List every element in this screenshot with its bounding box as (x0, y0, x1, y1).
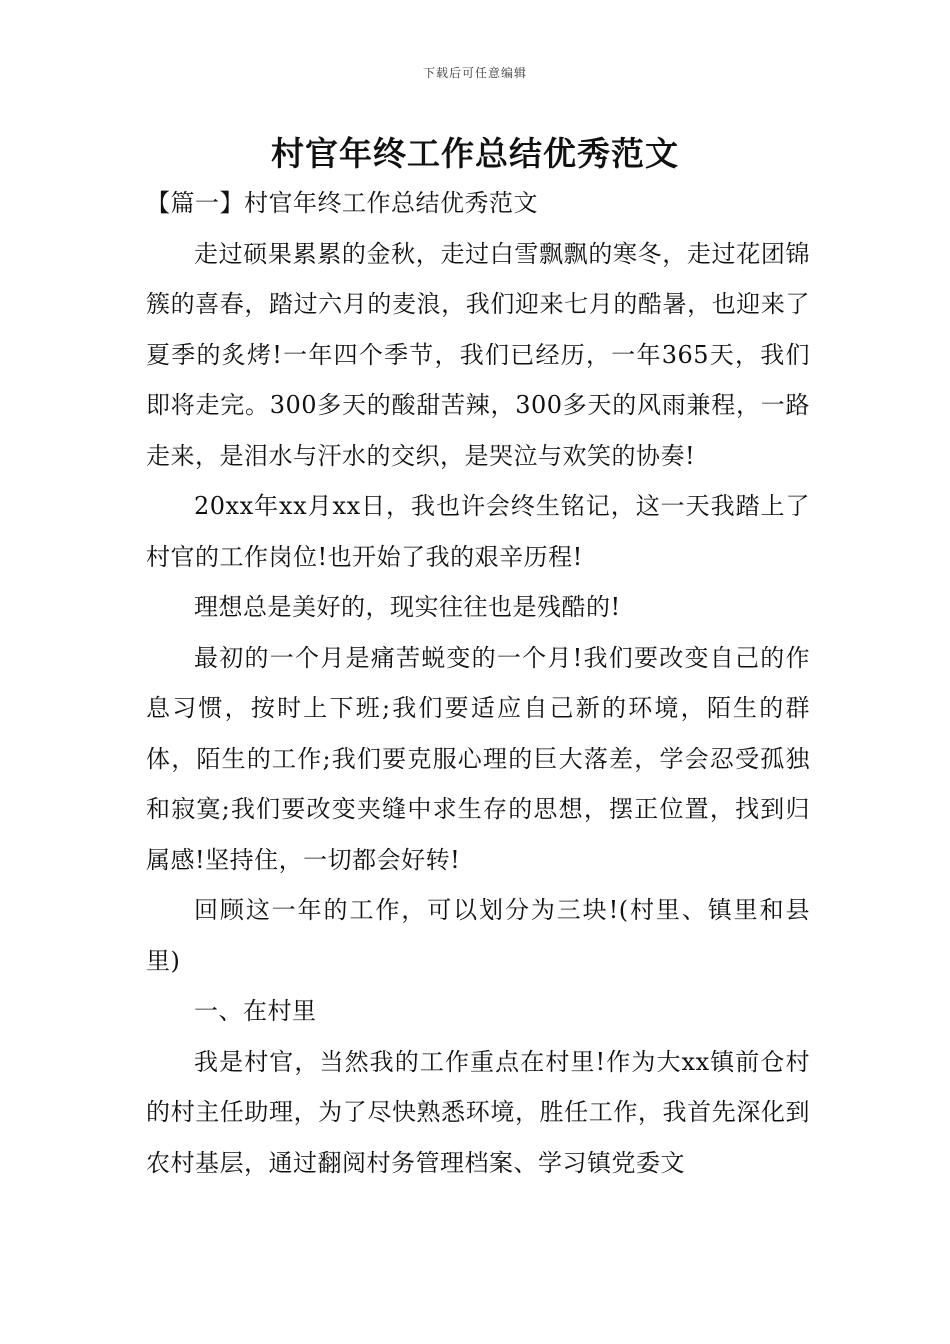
paragraph-intro: 走过硕果累累的金秋，走过白雪飘飘的寒冬，走过花团锦簇的喜春，踏过六月的麦浪，我们迎来七月的酷暑，也迎来了夏季的炙烤!一年四个季节，我们已经历，一年365天，我们即将走完。300多天的酸甜苦辣，300多天的风雨兼程，一路走来，是泪水与汗水的交织，是哭泣与欢笑的协奏! (146, 239, 810, 470)
paragraph-ideal-reality: 理想总是美好的，现实往往也是残酷的! (194, 593, 621, 621)
paragraph-village-work: 我是村官，当然我的工作重点在村里!作为大xx镇前仓村的村主任助理，为了尽快熟悉环境，胜任工作，我首先深化到农村基层，通过翻阅村务管理档案、学习镇党委文 (146, 1047, 810, 1177)
paragraph-start-date: 20xx年xx月xx日，我也许会终生铭记，这一天我踏上了村官的工作岗位!也开始了我的艰辛历程! (146, 492, 810, 571)
subheading-in-village: 一、在村里 (194, 997, 317, 1025)
section-heading: 【篇一】村官年终工作总结优秀范文 (146, 189, 538, 217)
paragraph-review: 回顾这一年的工作，可以划分为三块!(村里、镇里和县里) (146, 896, 810, 975)
header-note: 下载后可任意编辑 (422, 66, 527, 80)
document-body (146, 178, 810, 1188)
paragraph-first-month: 最初的一个月是痛苦蜕变的一个月!我们要改变自己的作息习惯，按时上下班;我们要适应自己新的环境，陌生的群体，陌生的工作;我们要克服心理的巨大落差，学会忍受孤独和寂寞;我们要改变夹缝中求生存的思想，摆正位置，找到归属感!坚持住，一切都会好转! (146, 643, 810, 874)
document-title: 村官年终工作总结优秀范文 (271, 134, 679, 173)
